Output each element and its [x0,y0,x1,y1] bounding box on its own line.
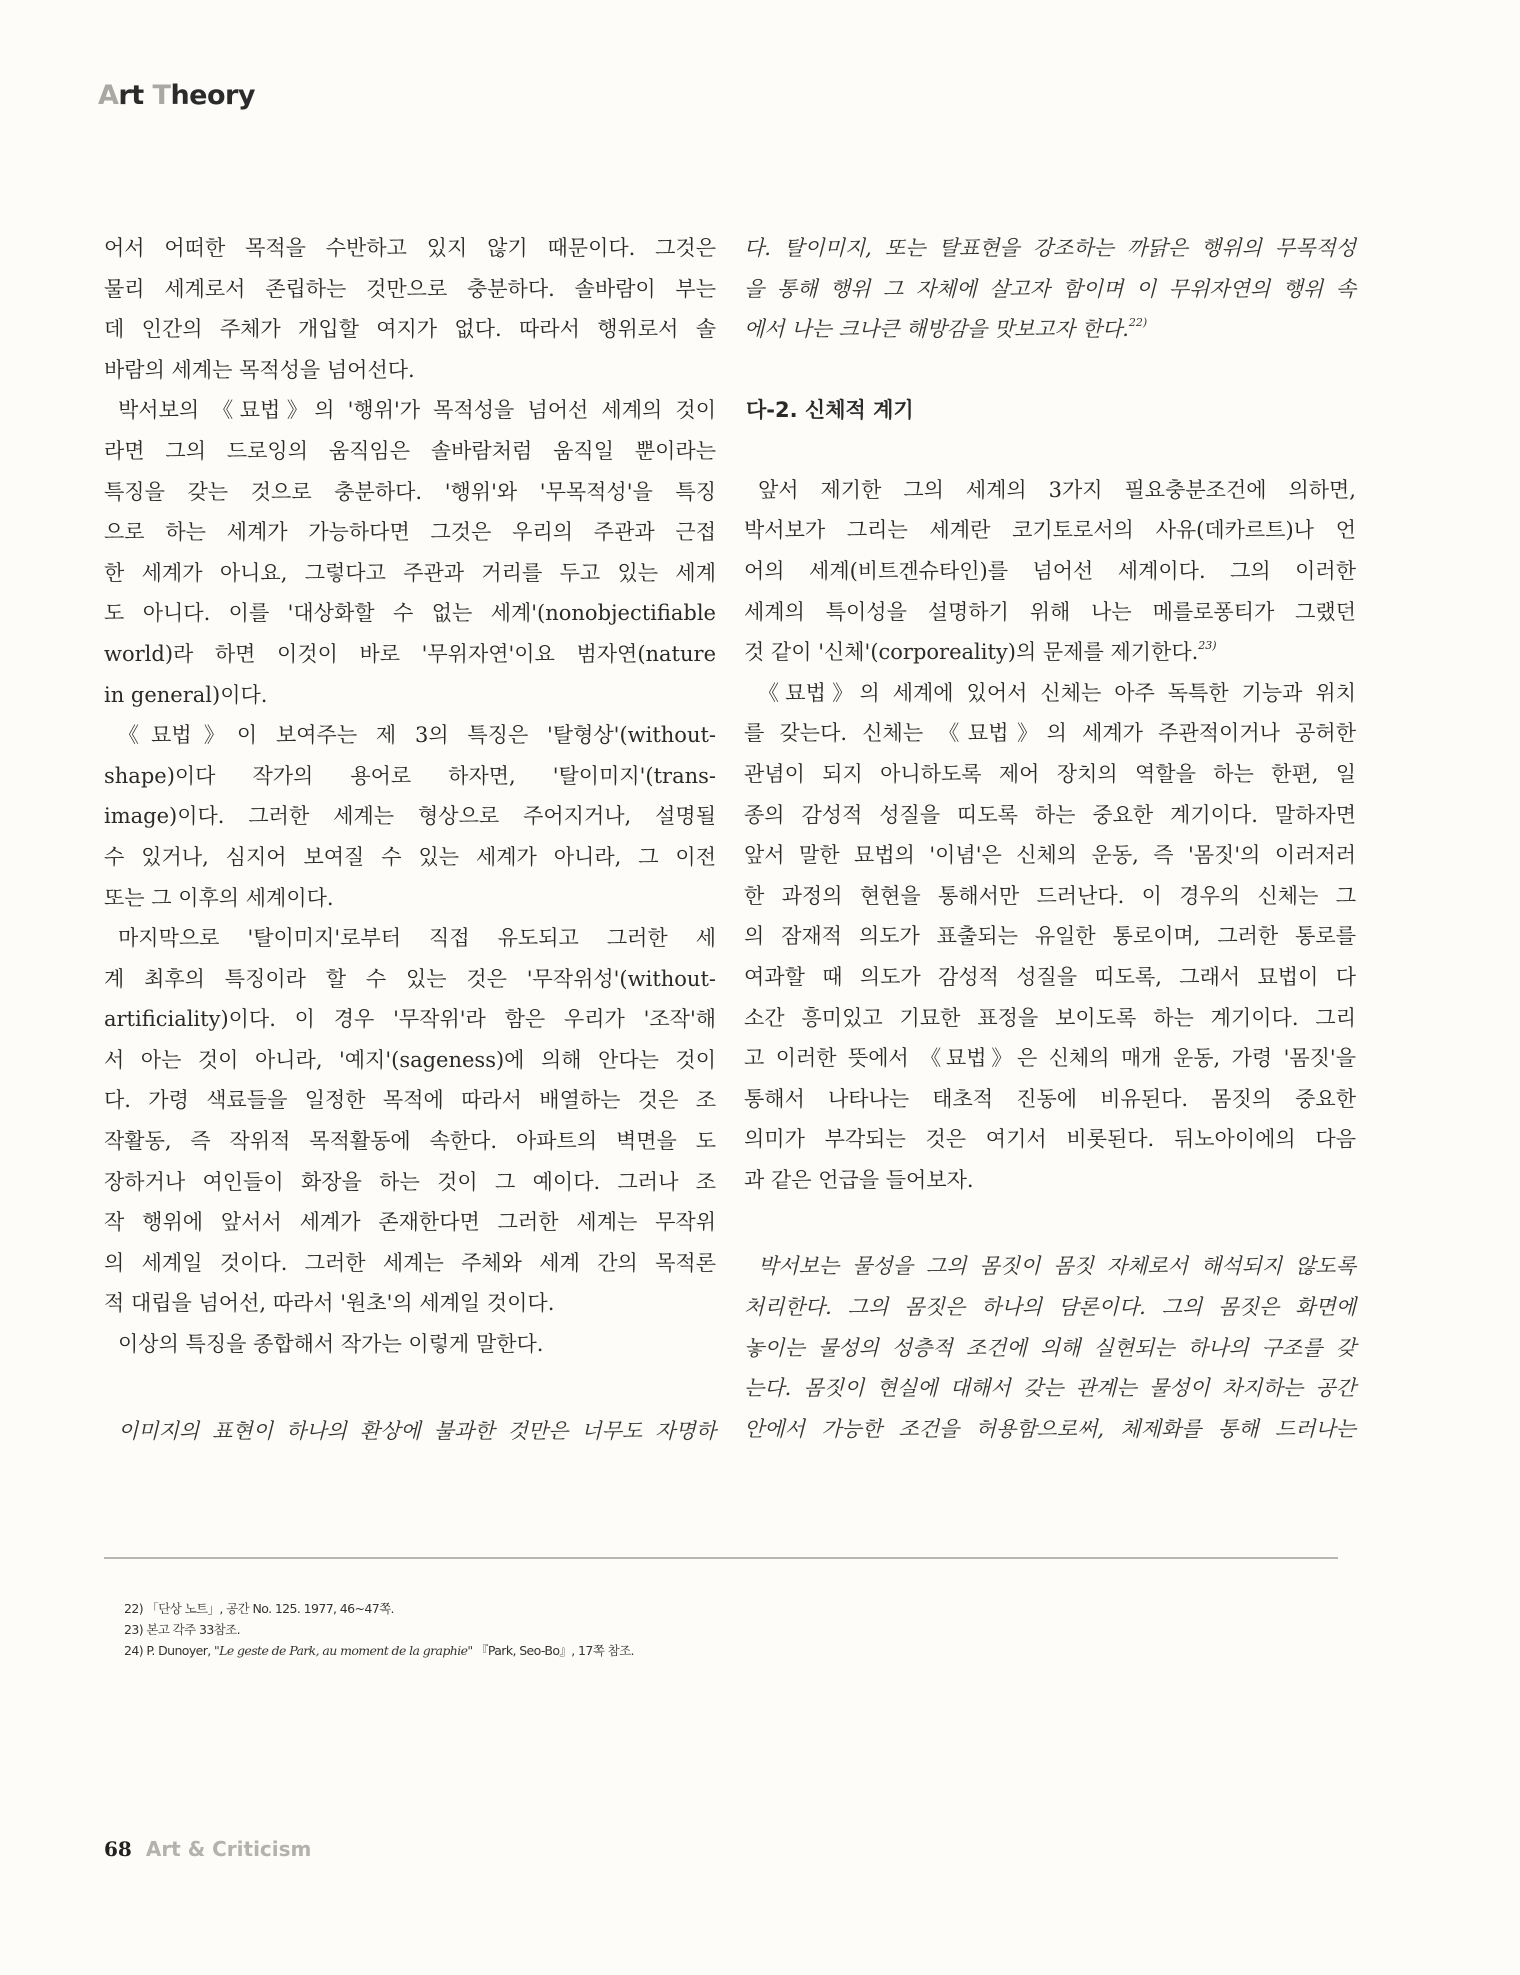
text-line: 으로 하는 세계가 가능하다면 그것은 우리의 주관과 근접 [104,520,716,545]
header-text-2: heory [170,80,255,111]
right-column [744,228,1356,1449]
text-line: 또는 그 이후의 세계이다. [104,885,334,910]
text-line: 데 인간의 주체가 개입할 여지가 없다. 따라서 행위로서 솔 [104,317,716,342]
block-quote [104,1411,716,1452]
section-subheading: 다-2. 신체적 계기 [746,397,914,422]
quote-line: 안에서 가능한 조건을 허용함으로써, 체제화를 통해 드러나는 [744,1416,1356,1441]
quote-line: 는다. 몸짓이 현실에 대해서 갖는 관계는 물성이 차지하는 공간 [744,1376,1356,1401]
text-line: 관념이 되지 아니하도록 제어 장치의 역할을 하는 한편, 일 [744,761,1356,786]
text-line: 통해서 나타나는 태초적 진동에 비유된다. 몸짓의 중요한 [744,1086,1356,1111]
left-column [104,228,716,1451]
text-line: 라면 그의 드로잉의 움직임은 솔바람처럼 움직일 뿐이라는 [104,438,716,463]
text-line: 여과할 때 의도가 감성적 성질을 띠도록, 그래서 묘법이 다 [744,964,1356,989]
text-line: in general)이다. [104,682,268,707]
text-line: 작활동, 즉 작위적 목적활동에 속한다. 아파트의 벽면을 도 [104,1129,716,1154]
paragraph [744,673,1356,1201]
paragraph [104,1324,716,1365]
paragraph [104,390,716,715]
text-line: 작 행위에 앞서서 세계가 존재한다면 그러한 세계는 무작위 [104,1210,716,1235]
footnote-ref: 22) [1128,316,1148,330]
text-line: 앞서 말한 묘법의 '이념'은 신체의 운동, 즉 '몸짓'의 이러저러 [744,843,1356,868]
text-line: image)이다. 그러한 세계는 형상으로 주어지거나, 설명될 [104,804,716,829]
text-line: 특징을 갖는 것으로 충분하다. '행위'와 '무목적성'을 특징 [104,479,716,504]
footnote-24: 24) P. Dunoyer, "Le geste de Park, au moment de la graphie" 『Park, Seo-Bo』, 17쪽 참조. [124,1643,634,1658]
footnotes [124,1598,634,1661]
text-line: 의 잠재적 의도가 표출되는 유일한 통로이며, 그러한 통로를 [744,924,1356,949]
text-line: 한 과정의 현현을 통해서만 드러난다. 이 경우의 신체는 그 [744,883,1356,908]
paragraph [104,228,716,390]
text-line: 《묘법》의 세계에 있어서 신체는 아주 독특한 기능과 위치 [758,680,1356,705]
text-line: 것 같이 '신체'(corporeality)의 문제를 제기한다.$^{23)}$ [744,639,1217,665]
footnote-divider [104,1557,1338,1559]
page-footer [104,1837,311,1861]
footnote-ref: 23) [1198,639,1217,653]
quote-line: 을 통해 행위 그 자체에 살고자 함이며 이 무위자연의 행위 속 [744,276,1356,301]
text-line: 박서보가 그리는 세계란 코기토로서의 사유(데카르트)나 언 [744,518,1356,543]
text-line: 고 이러한 뜻에서 《묘법》은 신체의 매개 운동, 가령 '몸짓'을 [744,1046,1356,1071]
text-line: 물리 세계로서 존립하는 것만으로 충분하다. 솔바람이 부는 [104,276,716,301]
text-line: 소간 흥미있고 기묘한 표정을 보이도록 하는 계기이다. 그리 [744,1005,1356,1030]
text-line: shape)이다 작가의 용어로 하자면, '탈이미지'(trans- [104,763,716,788]
text-line: 박서보의 《묘법》의 '행위'가 목적성을 넘어선 세계의 것이 [118,398,716,423]
text-line: 세계의 특이성을 설명하기 위해 나는 메를로퐁티가 그랬던 [744,599,1356,624]
header-cap-a: A [98,80,119,111]
quote-line: 처리한다. 그의 몸짓은 하나의 담론이다. 그의 몸짓은 화면에 [744,1295,1356,1320]
text-line: 의 세계일 것이다. 그러한 세계는 주체와 세계 간의 목적론 [104,1250,716,1275]
cited-title: "Le geste de Park, au moment de la graphie" [214,1643,473,1658]
text-line: 도 아니다. 이를 '대상화할 수 없는 세계'(nonobjectifiable [104,601,716,626]
quote-line: 박서보는 물성을 그의 몸짓이 몸짓 자체로서 해석되지 않도록 [758,1254,1356,1279]
quote-line: 에서 나는 크나큰 해방감을 맛보고자 한다.$^{22)}$ [744,316,1148,342]
text-line: 수 있거나, 심지어 보여질 수 있는 세계가 아니라, 그 이전 [104,844,716,869]
text-line: 장하거나 여인들이 화장을 하는 것이 그 예이다. 그러나 조 [104,1169,716,1194]
text-line: artificiality)이다. 이 경우 '무작위'라 함은 우리가 '조작'해 [104,1007,716,1032]
text-line: 계 최후의 특징이라 할 수 있는 것은 '무작위성'(without- [104,966,716,991]
quote-line: 놓이는 물성의 성층적 조건에 의해 실현되는 하나의 구조를 갖 [744,1335,1356,1360]
text-line: 적 대립을 넘어선, 따라서 '원초'의 세계일 것이다. [104,1291,555,1316]
paragraph [744,470,1356,673]
magazine-name: Art & Criticism [145,1837,312,1861]
paragraph [104,918,716,1324]
footnote-23: 23) 본고 각주 33참조. [124,1622,241,1637]
text-line: 어서 어떠한 목적을 수반하고 있지 않기 때문이다. 그것은 [104,236,716,260]
text-line: 다. 가령 색료들을 일정한 목적에 따라서 배열하는 것은 조 [104,1088,716,1113]
section-header [98,80,255,111]
text-line: 를 갖는다. 신체는 《묘법》의 세계가 주관적이거나 공허한 [744,721,1356,746]
text-line: world)라 하면 이것이 바로 '무위자연'이요 범자연(nature [104,641,716,666]
text-line: 한 세계가 아니요, 그렇다고 주관과 거리를 두고 있는 세계 [104,560,716,585]
footnote-22: 22) 「단상 노트」, 공간 No. 125. 1977, 46~47쪽. [124,1601,394,1616]
quote-line: 이미지의 표현이 하나의 환상에 불과한 것만은 너무도 자명하 [118,1418,716,1443]
text-line: 어의 세계(비트겐슈타인)를 넘어선 세계이다. 그의 이러한 [744,558,1356,583]
header-text-1: rt [118,80,153,111]
text-line: 종의 감성적 성질을 띠도록 하는 중요한 계기이다. 말하자면 [744,802,1356,827]
header-cap-t: T [152,80,171,111]
text-line: 서 아는 것이 아니라, '예지'(sageness)에 의해 안다는 것이 [104,1047,716,1072]
block-quote-continued [744,228,1356,350]
text-line: 과 같은 언급을 들어보자. [744,1167,974,1192]
text-line: 이상의 특징을 종합해서 작가는 이렇게 말한다. [118,1332,544,1357]
block-quote [744,1246,1356,1449]
text-line: 의미가 부각되는 것은 여기서 비롯된다. 뒤노아이에의 다음 [744,1127,1356,1152]
paragraph [104,715,716,918]
text-line: 마지막으로 '탈이미지'로부터 직접 유도되고 그러한 세 [118,926,716,951]
quote-line: 다. 탈이미지, 또는 탈표현을 강조하는 까닭은 행위의 무목적성 [744,236,1356,260]
text-line: 《묘법》이 보여주는 제 3의 특징은 '탈형상'(without- [118,723,716,748]
text-line: 바람의 세계는 목적성을 넘어선다. [104,357,415,382]
text-line: 앞서 제기한 그의 세계의 3가지 필요충분조건에 의하면, [758,477,1356,502]
page-number: 68 [104,1837,132,1861]
